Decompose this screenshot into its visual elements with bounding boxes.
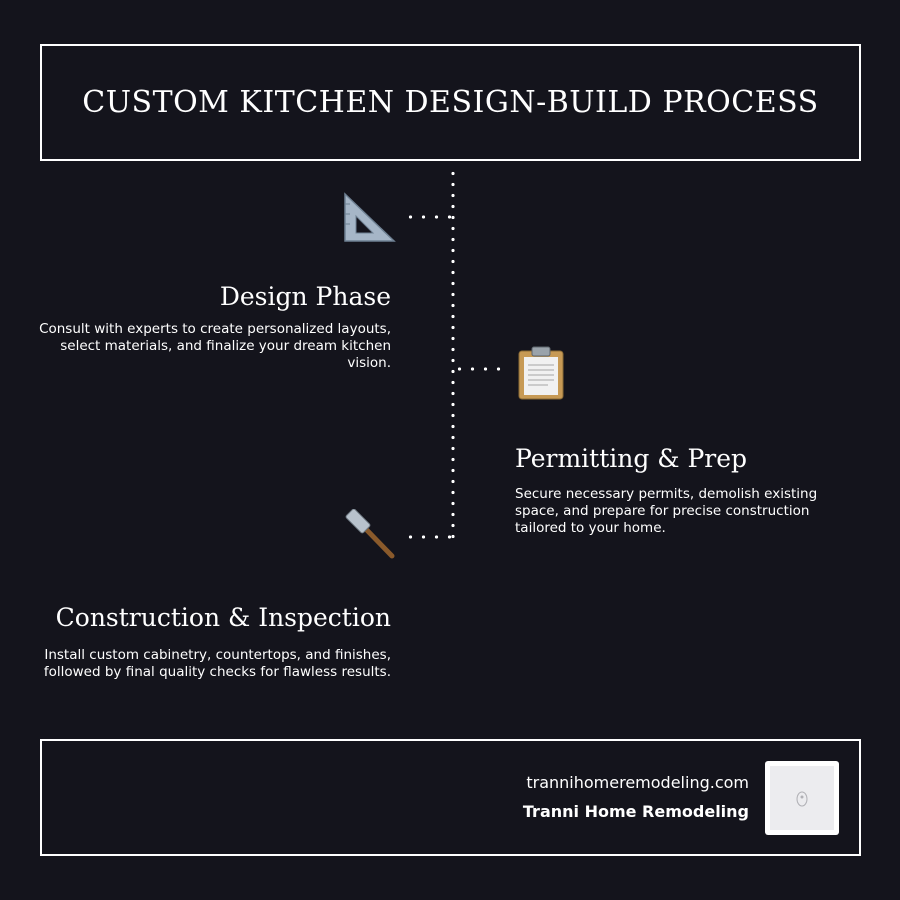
step-title-design: Design Phase xyxy=(219,282,391,311)
footer-banner xyxy=(40,739,861,856)
website-link[interactable]: trannihomeremodeling.com xyxy=(526,773,749,792)
step-description-design: Consult with experts to create personalized layouts, select materials, and finalize your dream kitchen vision. xyxy=(39,321,391,371)
timeline-line xyxy=(451,168,455,540)
step-title-permitting: Permitting & Prep xyxy=(515,444,748,473)
connector-dots-2 xyxy=(453,367,503,371)
clipboard-icon xyxy=(518,346,564,404)
step-description-construction: Install custom cabinetry, countertops, and finishes, followed by final quality checks for flawless results. xyxy=(43,647,391,680)
step-description-permitting: Secure necessary permits, demolish existing space, and prepare for precise construction tailored to your home. xyxy=(515,486,818,536)
title-banner xyxy=(40,44,861,161)
connector-dots-3 xyxy=(404,535,452,539)
page-title: CUSTOM KITCHEN DESIGN-BUILD PROCESS xyxy=(82,85,819,120)
step-title-construction: Construction & Inspection xyxy=(55,603,391,632)
hammer-icon xyxy=(343,509,397,565)
qr-code-icon xyxy=(765,761,839,835)
company-name: Tranni Home Remodeling xyxy=(522,802,749,821)
triangular-ruler-icon xyxy=(342,192,396,248)
connector-dots-1 xyxy=(404,215,452,219)
